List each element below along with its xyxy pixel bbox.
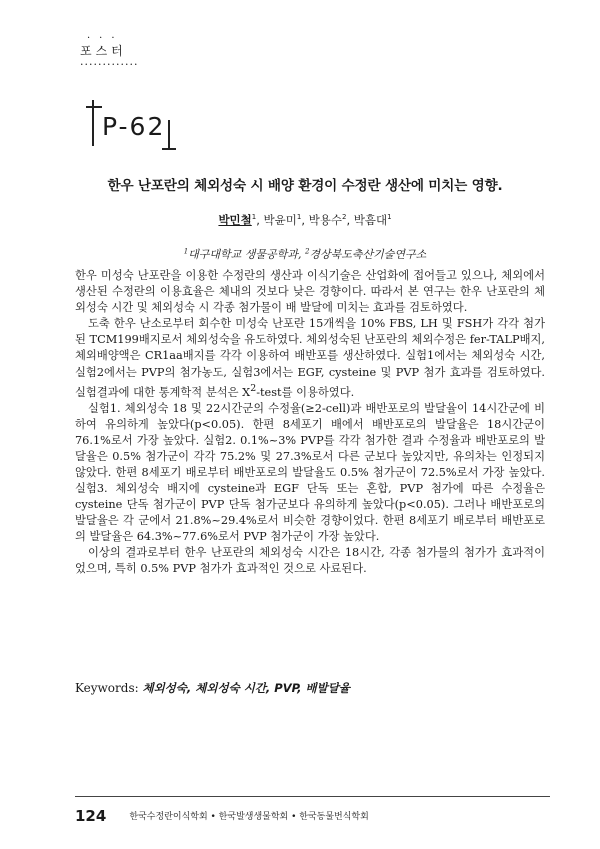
keywords-label: Keywords: <box>75 681 139 695</box>
author-mark: 1 <box>251 213 257 222</box>
affiliation-line <box>70 246 540 262</box>
bracket-left-tick <box>86 106 102 108</box>
author-name: 박민철 <box>218 213 252 227</box>
bracket-right-vertical <box>168 120 170 150</box>
footer-divider <box>75 796 550 797</box>
section-underline-dots: ············· <box>80 58 139 71</box>
author-mark: 1 <box>387 213 392 222</box>
affiliation-name: 대구대학교 생물공학과 <box>188 248 298 261</box>
keywords-terms: 체외성숙, 체외성숙 시간, PVP, 배발달율 <box>142 681 350 695</box>
poster-code-box <box>84 100 180 152</box>
keywords-line <box>75 680 350 696</box>
chi-square-exponent: 2 <box>250 382 257 394</box>
author-separator: , <box>346 213 354 227</box>
abstract-text: 도축 한우 난소로부터 회수한 미성숙 난포란 15개씩을 10% FBS, LH 및 FSH가 각각 첨가된 TCM199배지로서 체외성숙을 유도하였다. 체외성숙된 난포란의 체외수정은 fer-TALP배지, 체외배양액은 CR1aa배지를 각각 이용하여 배반포를 생산하였다. 실험1에서는 체외성숙 시간, 실험2에서는 PVP의 첨가농도, 실험3에서는 EGF, cysteine 및 PVP 첨가 효과를 검토하였다. 실험결과에 대한 통계학적 분석은 X <box>75 317 545 399</box>
poster-code: P-62 <box>102 112 166 141</box>
abstract-body <box>75 268 545 578</box>
author-mark: 2 <box>341 213 347 222</box>
society-names: 한국수정란이식학회 • 한국발생생물학회 • 한국동물번식학회 <box>129 812 369 822</box>
abstract-text: -test를 이용하였다. <box>256 385 355 399</box>
author-name: 박용수 <box>308 213 342 227</box>
author-list <box>70 212 540 228</box>
section-label <box>80 34 138 70</box>
section-dots: ··· <box>87 33 124 44</box>
affiliation-name: 경상북도축산기술연구소 <box>309 248 427 261</box>
abstract-paragraph <box>75 316 545 400</box>
abstract-paragraph: 이상의 결과로부터 한우 난포란의 체외성숙 시간은 18시간, 각종 첨가물의 첨가가 효과적이었으며, 특히 0.5% PVP 첨가가 효과적인 것으로 사료된다. <box>75 546 545 576</box>
author-separator: , <box>256 213 264 227</box>
section-label-text: 포스터 <box>80 44 127 58</box>
author-separator: , <box>301 213 309 227</box>
page-footer <box>75 806 369 825</box>
affiliation-separator: , <box>297 248 305 261</box>
author-name: 박흠대 <box>353 213 388 227</box>
bracket-right-tick <box>162 148 176 150</box>
paper-title: 한우 난포란의 체외성숙 시 배양 환경이 수정란 생산에 미치는 영향. <box>107 178 503 194</box>
affiliation-mark: 1 <box>183 247 189 256</box>
affiliation-mark: 2 <box>304 247 310 256</box>
page-number: 124 <box>75 807 107 825</box>
abstract-paragraph: 한우 미성숙 난포란을 이용한 수정란의 생산과 이식기술은 산업화에 접어들고 있으나, 체외에서 생산된 수정란의 이용효율은 체내의 것보다 낮은 경향이다. 따라서 본 연구는 한우 난포란의 체외성숙 시간 및 체외성숙 시 각종 첨가물이 배 발달에 미치는 효과를 검토하였다. <box>75 269 545 315</box>
abstract-paragraph: 실험1. 체외성숙 18 및 22시간군의 수정율(≥2-cell)과 배반포로의 발달율이 14시간군에 비하여 유의하게 높았다(p<0.05). 한편 8세포기 배에서 배반포로의 발달율은 18시간군이 76.1%로서 가장 높았다. 실험2. 0.1%~3% PVP를 각각 첨가한 결과 수정율과 배반포로의 발달율은 0.5% 첨가군이 각각 75.2% 및 27.3%로서 다른 군보다 높았지만, 유의차는 인정되지 않았다. 한편 8세포기 배로부터 배반포로의 발달율도 0.5% 첨가군이 72.5%로서 가장 높았다. 실험3. 체외성숙 배지에 cysteine과 EGF 단독 또는 혼합, PVP 첨가에 따른 수정율은 cysteine 단독 첨가군이 PVP 단독 첨가군보다 유의하게 높았다(p<0.05). 그러나 배반포로의 발달율은 각 군에서 21.8%~29.4%로서 비슷한 경향이었다. 한편 8세포기 배로부터 배반포로의 발달율은 64.3%~77.6%로서 PVP 첨가군이 가장 높았다. <box>75 401 545 544</box>
author-name: 박윤미 <box>263 213 297 227</box>
author-mark: 1 <box>296 213 302 222</box>
